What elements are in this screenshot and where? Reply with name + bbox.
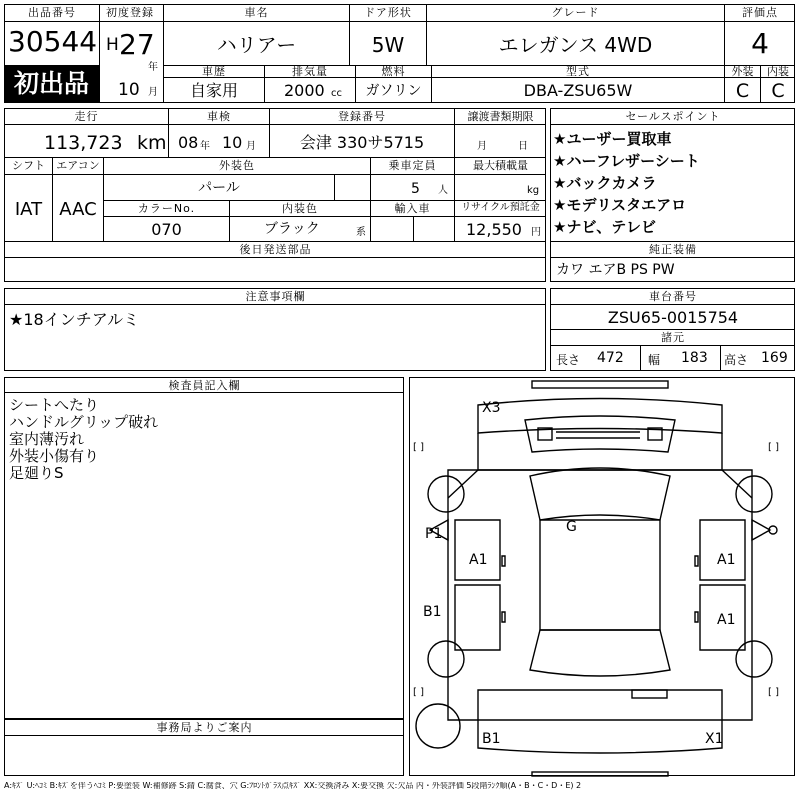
displacement-label: 排気量 bbox=[292, 65, 328, 78]
ext-grade-label: 外装 bbox=[731, 65, 754, 78]
int-grade-label: 内装 bbox=[767, 65, 789, 78]
score-label: 評価点 bbox=[742, 6, 778, 19]
model-code: DBA-ZSU65W bbox=[523, 81, 633, 100]
score: 4 bbox=[751, 27, 769, 60]
inspection-year: 08 bbox=[178, 133, 199, 152]
notes-label: 注意事項欄 bbox=[245, 290, 306, 303]
displacement: 2000 bbox=[284, 81, 325, 100]
equipment-label: 純正装備 bbox=[649, 243, 697, 256]
fuel: ガソリン bbox=[365, 83, 422, 99]
max-load-label: 最大積載量 bbox=[473, 159, 528, 172]
ac: AAC bbox=[59, 199, 97, 220]
damage-mark-a1-rear-right: A1 bbox=[717, 612, 736, 628]
sales-point: ★ハーフレザーシート bbox=[553, 152, 700, 170]
door-type: 5W bbox=[371, 33, 405, 57]
damage-mark-b1-bottom: B1 bbox=[482, 731, 501, 747]
inspector-label: 検査員記入欄 bbox=[168, 379, 241, 392]
first-reg-label: 初度登録 bbox=[106, 6, 154, 19]
grade: エレガンス 4WD bbox=[498, 33, 653, 57]
width: 183 bbox=[681, 350, 708, 366]
damage-mark-b1-rear-left: B1 bbox=[423, 604, 442, 620]
int-grade: C bbox=[771, 80, 785, 102]
notes-text: ★18インチアルミ bbox=[9, 310, 140, 329]
recycle-deposit: 12,550 bbox=[466, 220, 522, 239]
length: 472 bbox=[597, 350, 624, 366]
sales-point: ★バックカメラ bbox=[553, 174, 657, 192]
chassis-label: 車台番号 bbox=[649, 290, 697, 303]
inspector-notes: シートへたり ハンドルグリップ破れ 室内薄汚れ 外装小傷有り 足廻りS bbox=[9, 396, 159, 482]
height: 169 bbox=[761, 350, 788, 366]
equipment: カワ エアB PS PW bbox=[556, 262, 675, 278]
int-color: ブラック bbox=[264, 221, 320, 237]
damage-mark-x1-bottom: X1 bbox=[705, 731, 724, 747]
import-label: 輸入車 bbox=[394, 202, 431, 215]
ext-color-label: 外装色 bbox=[219, 159, 255, 172]
ac-label: エアコン bbox=[56, 159, 100, 172]
color-no: 070 bbox=[151, 220, 182, 239]
shift: IAT bbox=[14, 199, 43, 220]
sales-point: ★モデリスタエアロ bbox=[553, 196, 687, 214]
car-name-label: 車名 bbox=[244, 6, 269, 19]
capacity-label: 乗車定員 bbox=[388, 159, 437, 172]
office-label: 事務局よりご案内 bbox=[156, 721, 253, 734]
ext-grade: C bbox=[735, 80, 750, 102]
recycle-label: リサイクル預託金 bbox=[461, 202, 540, 213]
ext-color: パール bbox=[198, 180, 240, 196]
grade-label: グレード bbox=[551, 6, 600, 19]
lot-no: 30544 bbox=[8, 25, 98, 58]
first-reg-year: 27 bbox=[119, 28, 155, 61]
later-parts-label: 後日発送部品 bbox=[239, 243, 312, 256]
fuel-label: 燃料 bbox=[381, 65, 406, 78]
damage-mark-g: G bbox=[566, 519, 577, 535]
damage-mark-a1-front-left: A1 bbox=[469, 552, 488, 568]
sales-points-label: セールスポイント bbox=[625, 110, 721, 123]
damage-mark-x3: X3 bbox=[482, 400, 501, 416]
inspection-month: 10 bbox=[222, 133, 243, 152]
damage-mark-a1-front-right: A1 bbox=[717, 552, 736, 568]
plate-number: 会津 330サ5715 bbox=[299, 133, 425, 152]
model-label: 型式 bbox=[566, 65, 590, 78]
legend-footer: A:ｷｽﾞ U:ﾍｺﾐ B:ｷｽﾞを伴うﾍｺﾐ P:要塗装 W:補修跡 S:錆 C:腐食、穴 G:ﾌﾛﾝﾄｶﾞﾗｽ点ｷｽﾞ XX:交換済み X:要交換 欠:欠品 内・外装評価 5段階ﾗﾝｸ順(A・B・C・D・E) 2 bbox=[4, 782, 582, 790]
inspection-label: 車検 bbox=[207, 110, 231, 123]
mileage: 113,723 bbox=[44, 132, 123, 154]
shift-label: シフト bbox=[12, 159, 45, 172]
history: 自家用 bbox=[189, 81, 238, 100]
damage-mark-p1: P1 bbox=[425, 526, 443, 542]
history-label: 車歴 bbox=[202, 65, 226, 78]
mileage-label: 走行 bbox=[74, 110, 99, 123]
sales-point: ★ナビ、テレビ bbox=[553, 218, 656, 236]
plate-label: 登録番号 bbox=[338, 110, 386, 123]
first-reg-month: 10 bbox=[118, 80, 140, 100]
lot-no-label: 出品番号 bbox=[28, 6, 76, 19]
capacity: 5 bbox=[411, 181, 420, 197]
dims-label: 諸元 bbox=[661, 331, 685, 344]
chassis-number: ZSU65-0015754 bbox=[607, 308, 739, 327]
car-name: ハリアー bbox=[216, 33, 297, 57]
sales-point: ★ユーザー買取車 bbox=[553, 130, 672, 148]
int-color-label: 内装色 bbox=[282, 202, 318, 215]
docs-deadline-label: 譲渡書類期限 bbox=[467, 110, 534, 123]
era: H bbox=[106, 35, 119, 55]
first-listing-text: 初出品 bbox=[13, 69, 89, 98]
door-label: ドア形状 bbox=[364, 6, 412, 19]
color-no-label: カラーNo. bbox=[137, 202, 196, 215]
